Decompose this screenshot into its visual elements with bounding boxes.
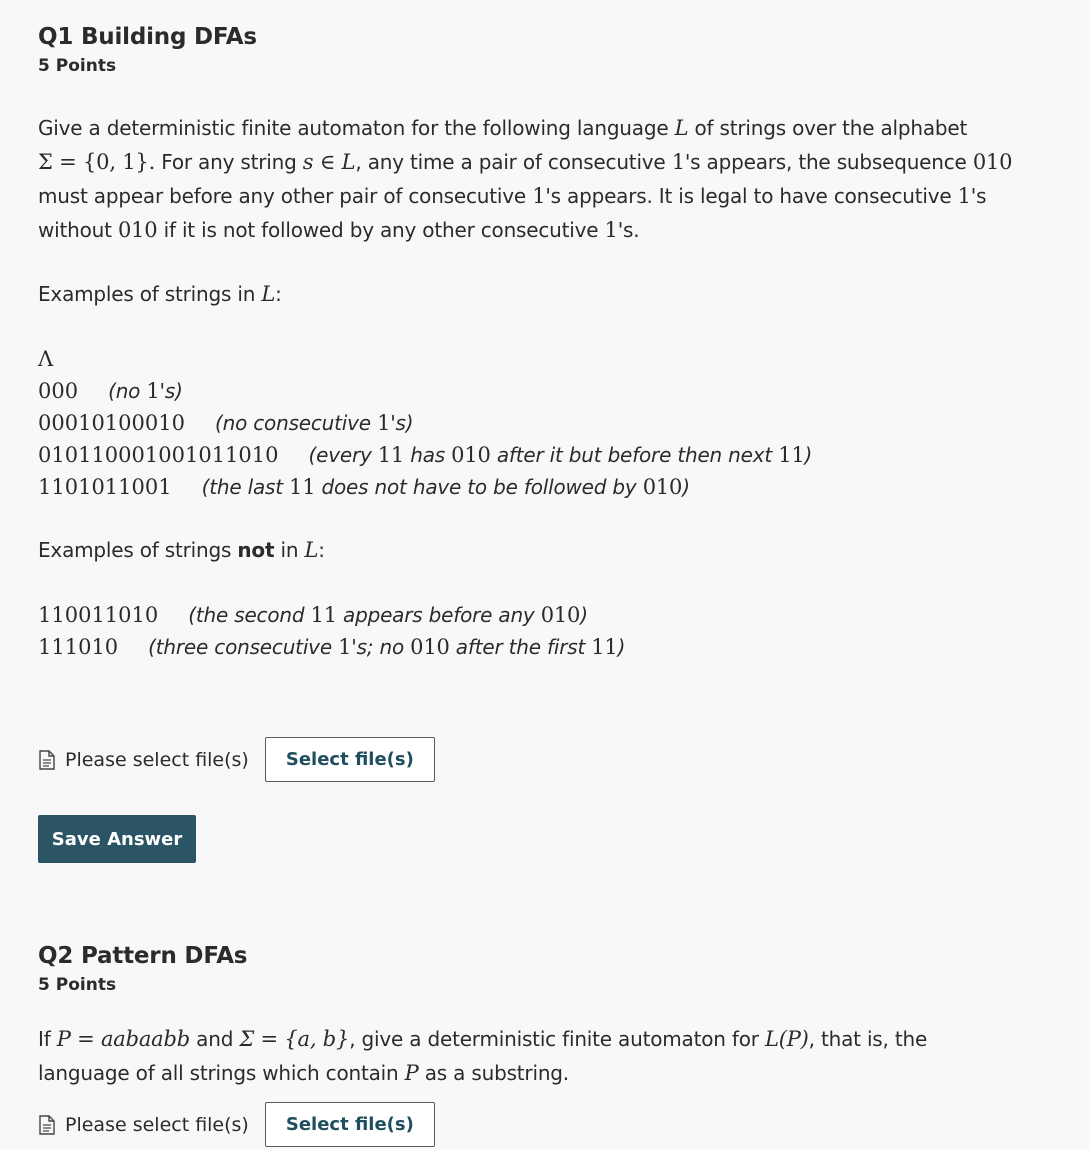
prompt-text: 's appears. It is legal to have consecutive xyxy=(545,184,958,208)
label-text: in xyxy=(274,538,305,562)
prompt-text: 's. xyxy=(617,218,640,242)
label-text: : xyxy=(318,538,325,562)
example-note: (the last 11 does not have to be followed by 010) xyxy=(201,475,690,499)
question-2-upload xyxy=(38,1102,1048,1147)
label-text: Examples of strings in xyxy=(38,282,262,306)
label-bold: not xyxy=(237,538,275,562)
prompt-text: if it is not followed by any other consecutive xyxy=(157,218,605,242)
math-alphabet: Σ = {0, 1}. xyxy=(38,150,156,174)
math-L: L xyxy=(261,282,276,306)
math-one: 1 xyxy=(604,218,618,242)
prompt-text: must appear before any other pair of consecutive xyxy=(38,184,533,208)
example-string: 1101011001 xyxy=(38,475,172,499)
example-string: 00010100010 xyxy=(38,411,185,435)
example-in-item xyxy=(38,439,1048,471)
question-1-prompt xyxy=(38,111,1048,247)
math-one: 1 xyxy=(532,184,546,208)
example-note: (no consecutive 1's) xyxy=(214,411,414,435)
upload-status: Please select file(s) xyxy=(65,748,249,771)
math-LP: L(P) xyxy=(764,1027,809,1051)
prompt-text: If xyxy=(38,1027,57,1051)
example-note: (no 1's) xyxy=(108,379,183,403)
question-1-points: 5 Points xyxy=(38,56,117,76)
example-note: (every 11 has 010 after it but before then next 11) xyxy=(308,443,813,467)
example-in-item xyxy=(38,407,1048,439)
file-icon xyxy=(38,750,56,770)
prompt-text: of strings over the alphabet xyxy=(688,116,968,140)
question-2-prompt xyxy=(38,1022,1048,1090)
examples-in-label xyxy=(38,277,1048,311)
prompt-text: For any string xyxy=(155,150,303,174)
examples-not-list xyxy=(38,599,1048,663)
examples-in-list xyxy=(38,343,1048,503)
math-one: 1 xyxy=(671,150,685,174)
example-string: 110011010 xyxy=(38,603,159,627)
file-icon xyxy=(38,1115,56,1135)
prompt-text: and xyxy=(190,1027,240,1051)
math-L: L xyxy=(304,538,319,562)
example-note: (the second 11 appears before any 010) xyxy=(188,603,588,627)
save-answer-button[interactable]: Save Answer xyxy=(38,815,196,863)
example-not-item xyxy=(38,631,1048,663)
question-page xyxy=(38,22,1048,1147)
prompt-text: , that is, the xyxy=(808,1027,928,1051)
question-2-points: 5 Points xyxy=(38,975,117,995)
label-text: Examples of strings xyxy=(38,538,238,562)
math-s-in-L: s ∈ L xyxy=(302,150,356,174)
example-string: 010110001001011010 xyxy=(38,443,279,467)
prompt-text: 's xyxy=(970,184,987,208)
prompt-text: Give a deterministic finite automaton for the following language xyxy=(38,116,675,140)
question-1-title: Q1 Building DFAs xyxy=(38,24,257,50)
prompt-text: 's appears, the subsequence xyxy=(684,150,973,174)
math-010: 010 xyxy=(972,150,1013,174)
prompt-text: , give a deterministic finite automaton for xyxy=(349,1027,765,1051)
prompt-text: , any time a pair of consecutive xyxy=(355,150,672,174)
math-alphabet: Σ = {a, b} xyxy=(239,1027,350,1051)
math-P: P xyxy=(404,1061,419,1085)
label-text: : xyxy=(275,282,282,306)
prompt-text: as a substring. xyxy=(418,1061,569,1085)
prompt-text: language of all strings which contain xyxy=(38,1061,405,1085)
question-2 xyxy=(38,941,1048,1147)
save-row xyxy=(38,815,1048,863)
select-files-button[interactable]: Select file(s) xyxy=(265,737,435,782)
math-010: 010 xyxy=(117,218,158,242)
math-one: 1 xyxy=(957,184,971,208)
example-note: (three consecutive 1's; no 010 after the first 11) xyxy=(148,635,626,659)
example-string: 111010 xyxy=(38,635,119,659)
upload-status: Please select file(s) xyxy=(65,1113,249,1136)
question-2-title: Q2 Pattern DFAs xyxy=(38,943,248,969)
example-string: Λ xyxy=(38,347,54,371)
math-L: L xyxy=(674,116,689,140)
examples-not-label xyxy=(38,533,1048,567)
example-in-item xyxy=(38,343,1048,375)
example-not-item xyxy=(38,599,1048,631)
example-string: 000 xyxy=(38,379,79,403)
math-P-def: P = aabaabb xyxy=(56,1027,190,1051)
question-1-upload xyxy=(38,737,1048,782)
question-1 xyxy=(38,22,1048,863)
example-in-item xyxy=(38,471,1048,503)
select-files-button[interactable]: Select file(s) xyxy=(265,1102,435,1147)
example-in-item xyxy=(38,375,1048,407)
prompt-text: without xyxy=(38,218,118,242)
